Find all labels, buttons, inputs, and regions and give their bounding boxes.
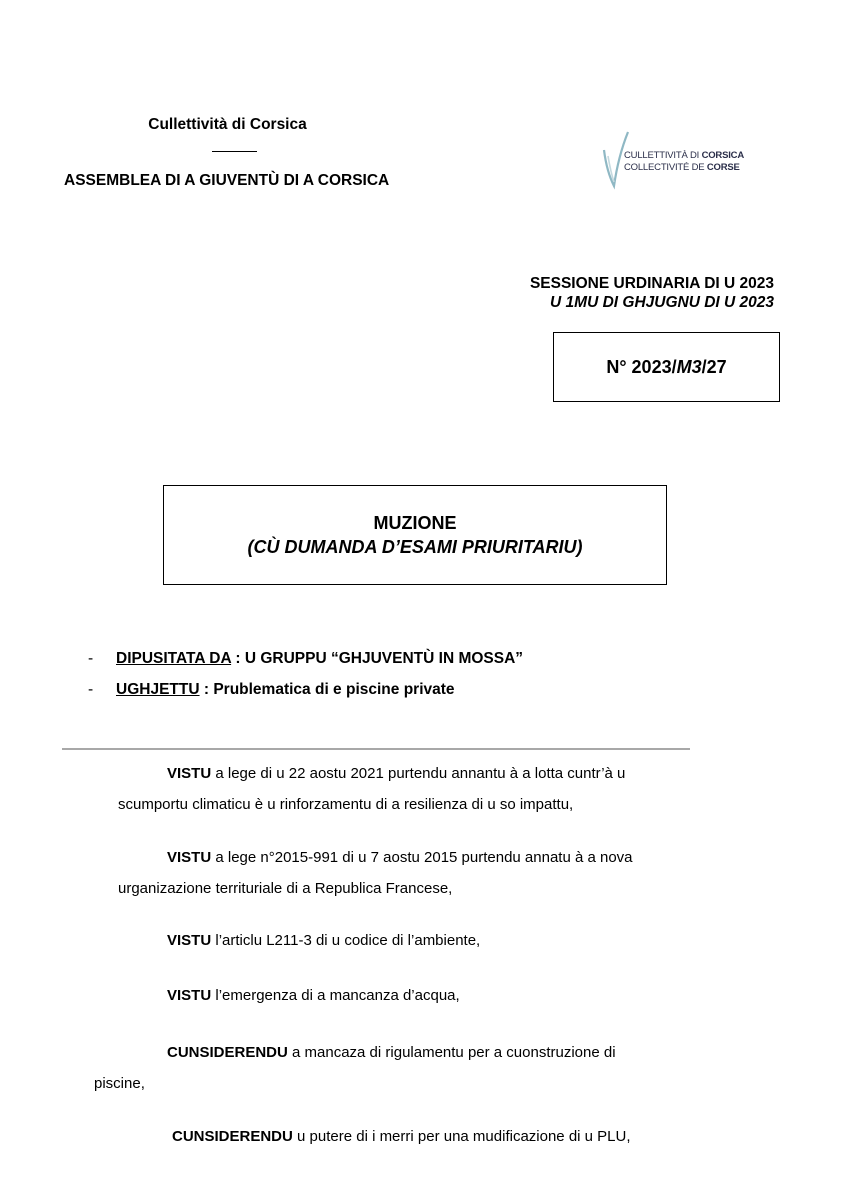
recital-paragraph: CUNSIDERENDU u putere di i merri per una mudificazione di u PLU, xyxy=(172,1128,631,1145)
recital-paragraph: VISTU a lege di u 22 aostu 2021 purtendu annantu à a lotta cuntr’à u scumportu climaticu è u rinforzamentu di a resilienza di u so impattu, xyxy=(118,765,626,813)
collectivity-logo xyxy=(600,128,750,190)
document-number-code: M3 xyxy=(676,356,702,377)
recital-paragraph: CUNSIDERENDU a mancaza di rigulamentu per a cuonstruzione di piscine, xyxy=(94,1044,616,1092)
document-number-suffix: /27 xyxy=(701,356,727,377)
header-divider xyxy=(212,151,257,152)
assembly-name: ASSEMBLEA DI A GIUVENTÙ DI A CORSICA xyxy=(64,172,390,189)
organization-name: Cullettività di Corsica xyxy=(148,116,307,133)
session-type: SESSIONE URDINARIA DI U 2023 xyxy=(529,275,774,292)
section-divider xyxy=(62,748,690,750)
meta-value: : Prublematica di e piscine private xyxy=(199,681,455,698)
session-date: U 1MU DI GHJUGNU DI U 2023 xyxy=(550,294,774,311)
session-info xyxy=(530,274,774,312)
recital-paragraph: VISTU a lege n°2015-991 di u 7 aostu 2015 purtendu annatu à a nova urganizazione territuriale di a Republica Francese, xyxy=(118,849,633,897)
document-number-prefix: N° 2023/ xyxy=(606,356,677,377)
meta-value: : U GRUPPU “GHJUVENTÙ IN MOSSA” xyxy=(231,650,524,667)
document-number-box xyxy=(553,332,780,402)
meta-key: UGHJETTU xyxy=(116,681,200,698)
motion-subtitle: (CÙ DUMANDA D’ESAMI PRIURITARIU) xyxy=(247,537,583,557)
motion-title-box xyxy=(163,485,667,585)
meta-deposited-by: - DIPUSITATA DA : U GRUPPU “GHJUVENTÙ IN MOSSA” xyxy=(88,650,524,667)
recital-paragraph: VISTU l’articlu L211-3 di u codice di l’ambiente, xyxy=(167,932,481,949)
recital-paragraph: VISTU l’emergenza di a mancanza d’acqua, xyxy=(167,987,460,1004)
logo-line-corsican: CULLETTIVITÀ DI CORSICA xyxy=(624,150,744,161)
meta-key: DIPUSITATA DA xyxy=(116,650,232,667)
meta-subject: - UGHJETTU : Prublematica di e piscine private xyxy=(88,681,455,698)
logo-line-french: COLLECTIVITÉ DE CORSE xyxy=(624,162,740,173)
motion-title: MUZIONE xyxy=(373,513,457,533)
